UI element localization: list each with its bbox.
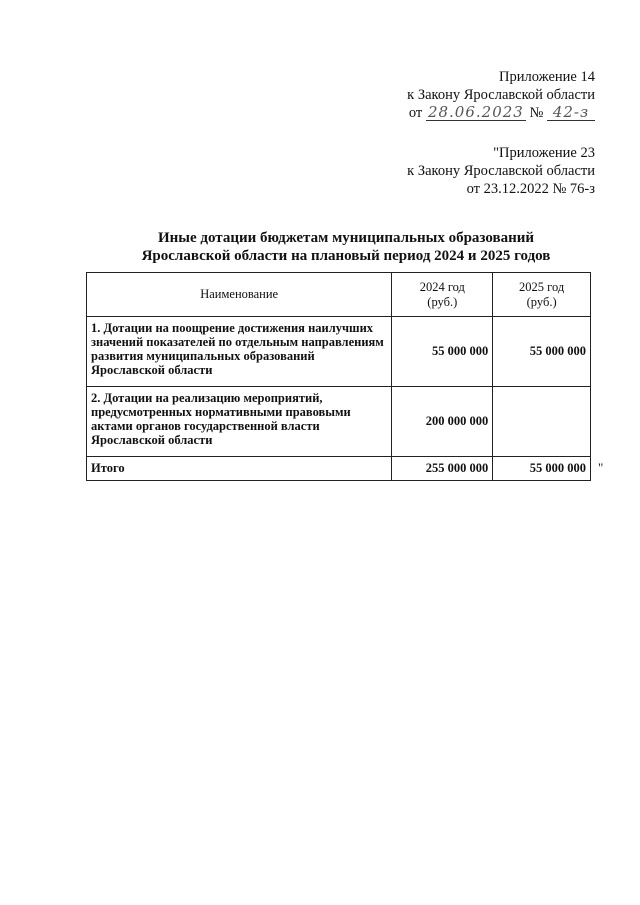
header-name: Наименование xyxy=(87,273,392,317)
total-2024: 255 000 000 xyxy=(392,457,493,481)
total-label: Итого xyxy=(87,457,392,481)
total-2025: 55 000 000 xyxy=(493,457,591,481)
row-2-name: 2. Дотации на реализацию мероприятий, предусмотренных нормативными правовыми актами органов государственной власти Ярославской области xyxy=(87,387,392,457)
header-2024 xyxy=(392,273,493,317)
number-label: № xyxy=(529,105,544,121)
total-row xyxy=(87,457,591,481)
appendix-date-line xyxy=(407,104,595,122)
prev-appendix-number: "Приложение 23 xyxy=(493,145,595,161)
header-2024-year: 2024 год xyxy=(419,279,465,294)
appendix-number: Приложение 14 xyxy=(499,69,595,85)
row-2-2024: 200 000 000 xyxy=(392,387,493,457)
previous-appendix-header xyxy=(407,144,595,198)
handwritten-number: 42-з xyxy=(547,104,595,121)
table-row xyxy=(87,317,591,387)
prev-appendix-law: к Закону Ярославской области xyxy=(407,163,595,179)
prev-appendix-date: от 23.12.2022 № 76-з xyxy=(466,181,595,197)
row-1-2025: 55 000 000 xyxy=(493,317,591,387)
header-2025-year: 2025 год xyxy=(519,279,565,294)
header-2024-unit: (руб.) xyxy=(427,294,458,309)
from-label: от xyxy=(408,105,423,121)
row-1-name: 1. Дотации на поощрение достижения наилучших значений показателей по отдельным направлениям развития муниципальных образований Ярославской области xyxy=(87,317,392,387)
row-1-2024: 55 000 000 xyxy=(392,317,493,387)
row-2-2025 xyxy=(493,387,591,457)
title-line-1: Иные дотации бюджетам муниципальных образований xyxy=(157,230,535,246)
closing-quote: " xyxy=(598,460,604,475)
table-row xyxy=(87,387,591,457)
title-line-2: Ярославской области на плановый период 2024 и 2025 годов xyxy=(141,248,551,264)
document-title xyxy=(86,229,606,265)
header-2025 xyxy=(493,273,591,317)
subsidies-table xyxy=(86,272,591,481)
table-header-row xyxy=(87,273,591,317)
header-2025-unit: (руб.) xyxy=(526,294,557,309)
handwritten-date: 28.06.2023 xyxy=(426,104,526,121)
appendix-header xyxy=(407,68,595,122)
appendix-law: к Закону Ярославской области xyxy=(407,87,595,103)
